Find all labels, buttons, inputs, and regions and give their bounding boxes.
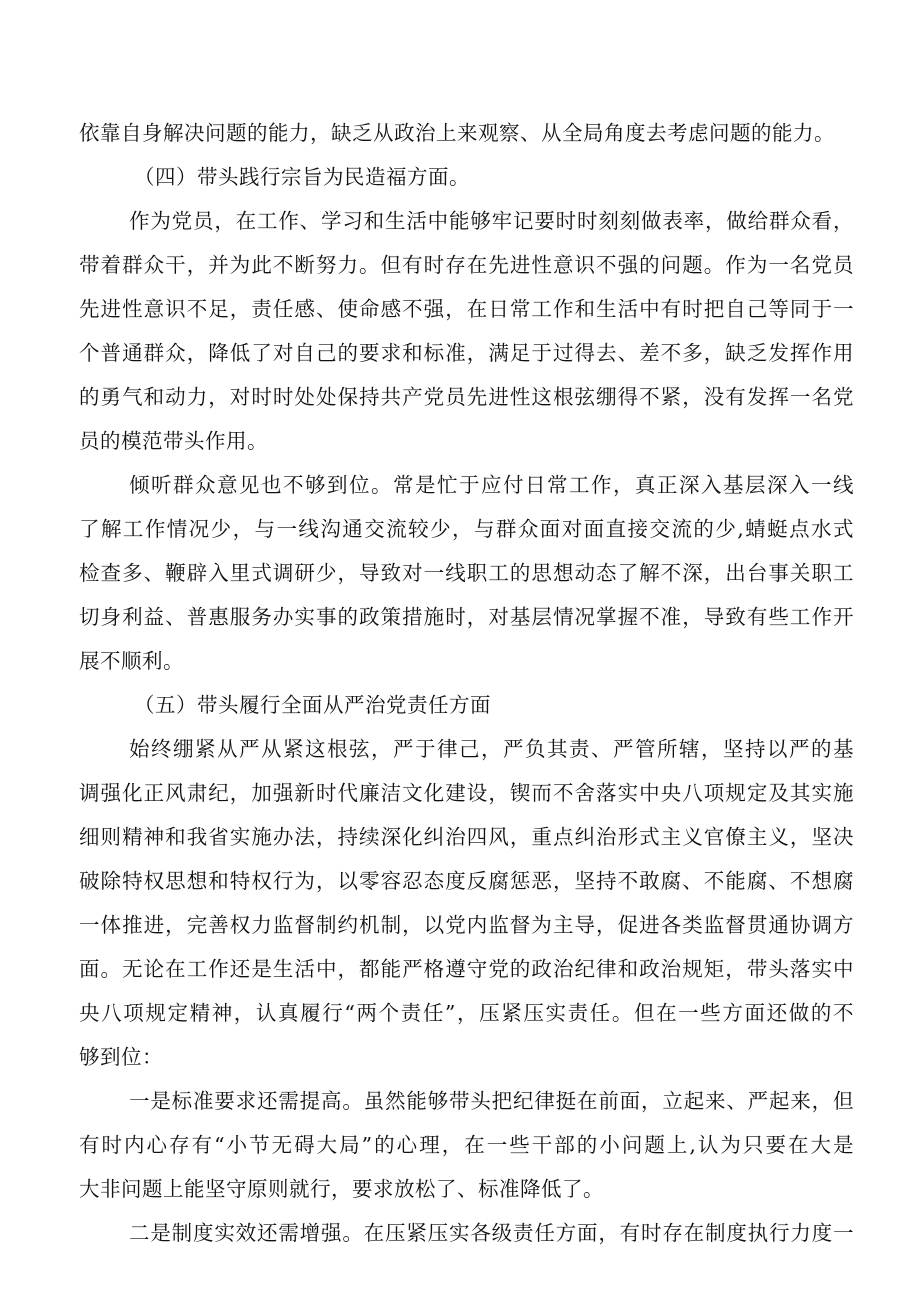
text-line: 检查多、鞭辟入里式调研少，导致对一线职工的思想动态了解不深，出台事关职工 [79, 561, 854, 585]
text-line: 够到位： [79, 1045, 163, 1069]
text-line: 有时内心存有“小节无碍大局”的心理，在一些干部的小问题上,认为只要在大是 [79, 1133, 854, 1157]
text-line: 带着群众干，并为此不断努力。但有时存在先进性意识不强的问题。作为一名党员 [79, 253, 854, 277]
text-line: 破除特权思想和特权行为，以零容忍态度反腐惩恶，坚持不敢腐、不能腐、不想腐 [79, 869, 854, 893]
section-heading: （四）带头践行宗旨为民造福方面。 [134, 165, 470, 189]
text-line: 一体推进，完善权力监督制约机制，以党内监督为主导，促进各类监督贯通协调方 [79, 913, 854, 937]
text-line: 个普通群众，降低了对自己的要求和标准，满足于过得去、差不多，缺乏发挥作用 [79, 341, 854, 365]
text-line: 作为党员，在工作、学习和生活中能够牢记要时时刻刻做表率，做给群众看， [129, 209, 854, 233]
text-line: 细则精神和我省实施办法，持续深化纠治四风，重点纠治形式主义官僚主义，坚决 [79, 825, 854, 849]
text-line: 先进性意识不足，责任感、使命感不强，在日常工作和生活中有时把自己等同于一 [79, 297, 854, 321]
text-line: 员的模范带头作用。 [79, 429, 268, 453]
text-line: 面。无论在工作还是生活中，都能严格遵守党的政治纪律和政治规矩，带头落实中 [79, 957, 854, 981]
text-line: 的勇气和动力，对时时处处保持共产党员先进性这根弦绷得不紧，没有发挥一名党 [79, 385, 854, 409]
text-line: 依靠自身解决问题的能力，缺乏从政治上来观察、从全局角度去考虑问题的能力。 [79, 121, 835, 145]
text-line: 调强化正风肃纪，加强新时代廉洁文化建设，锲而不舍落实中央八项规定及其实施 [79, 781, 854, 805]
section-heading: （五）带头履行全面从严治党责任方面 [134, 693, 491, 717]
text-line: 切身利益、普惠服务办实事的政策措施时，对基层情况掌握不准，导致有些工作开 [79, 605, 854, 629]
text-line: 二是制度实效还需增强。在压紧压实各级责任方面，有时存在制度执行力度一 [129, 1221, 854, 1245]
text-line: 始终绷紧从严从紧这根弦，严于律己，严负其责、严管所辖，坚持以严的基 [129, 737, 854, 761]
text-line: 展不顺利。 [79, 649, 184, 673]
text-line: 倾听群众意见也不够到位。常是忙于应付日常工作，真正深入基层深入一线 [129, 473, 854, 497]
text-line: 央八项规定精神，认真履行“两个责任”，压紧压实责任。但在一些方面还做的不 [79, 1001, 854, 1025]
text-line: 一是标准要求还需提高。虽然能够带头把纪律挺在前面，立起来、严起来，但 [129, 1089, 854, 1113]
text-line: 了解工作情况少，与一线沟通交流较少，与群众面对面直接交流的少,蜻蜓点水式 [79, 517, 854, 541]
text-line: 大非问题上能坚守原则就行，要求放松了、标准降低了。 [79, 1177, 604, 1201]
